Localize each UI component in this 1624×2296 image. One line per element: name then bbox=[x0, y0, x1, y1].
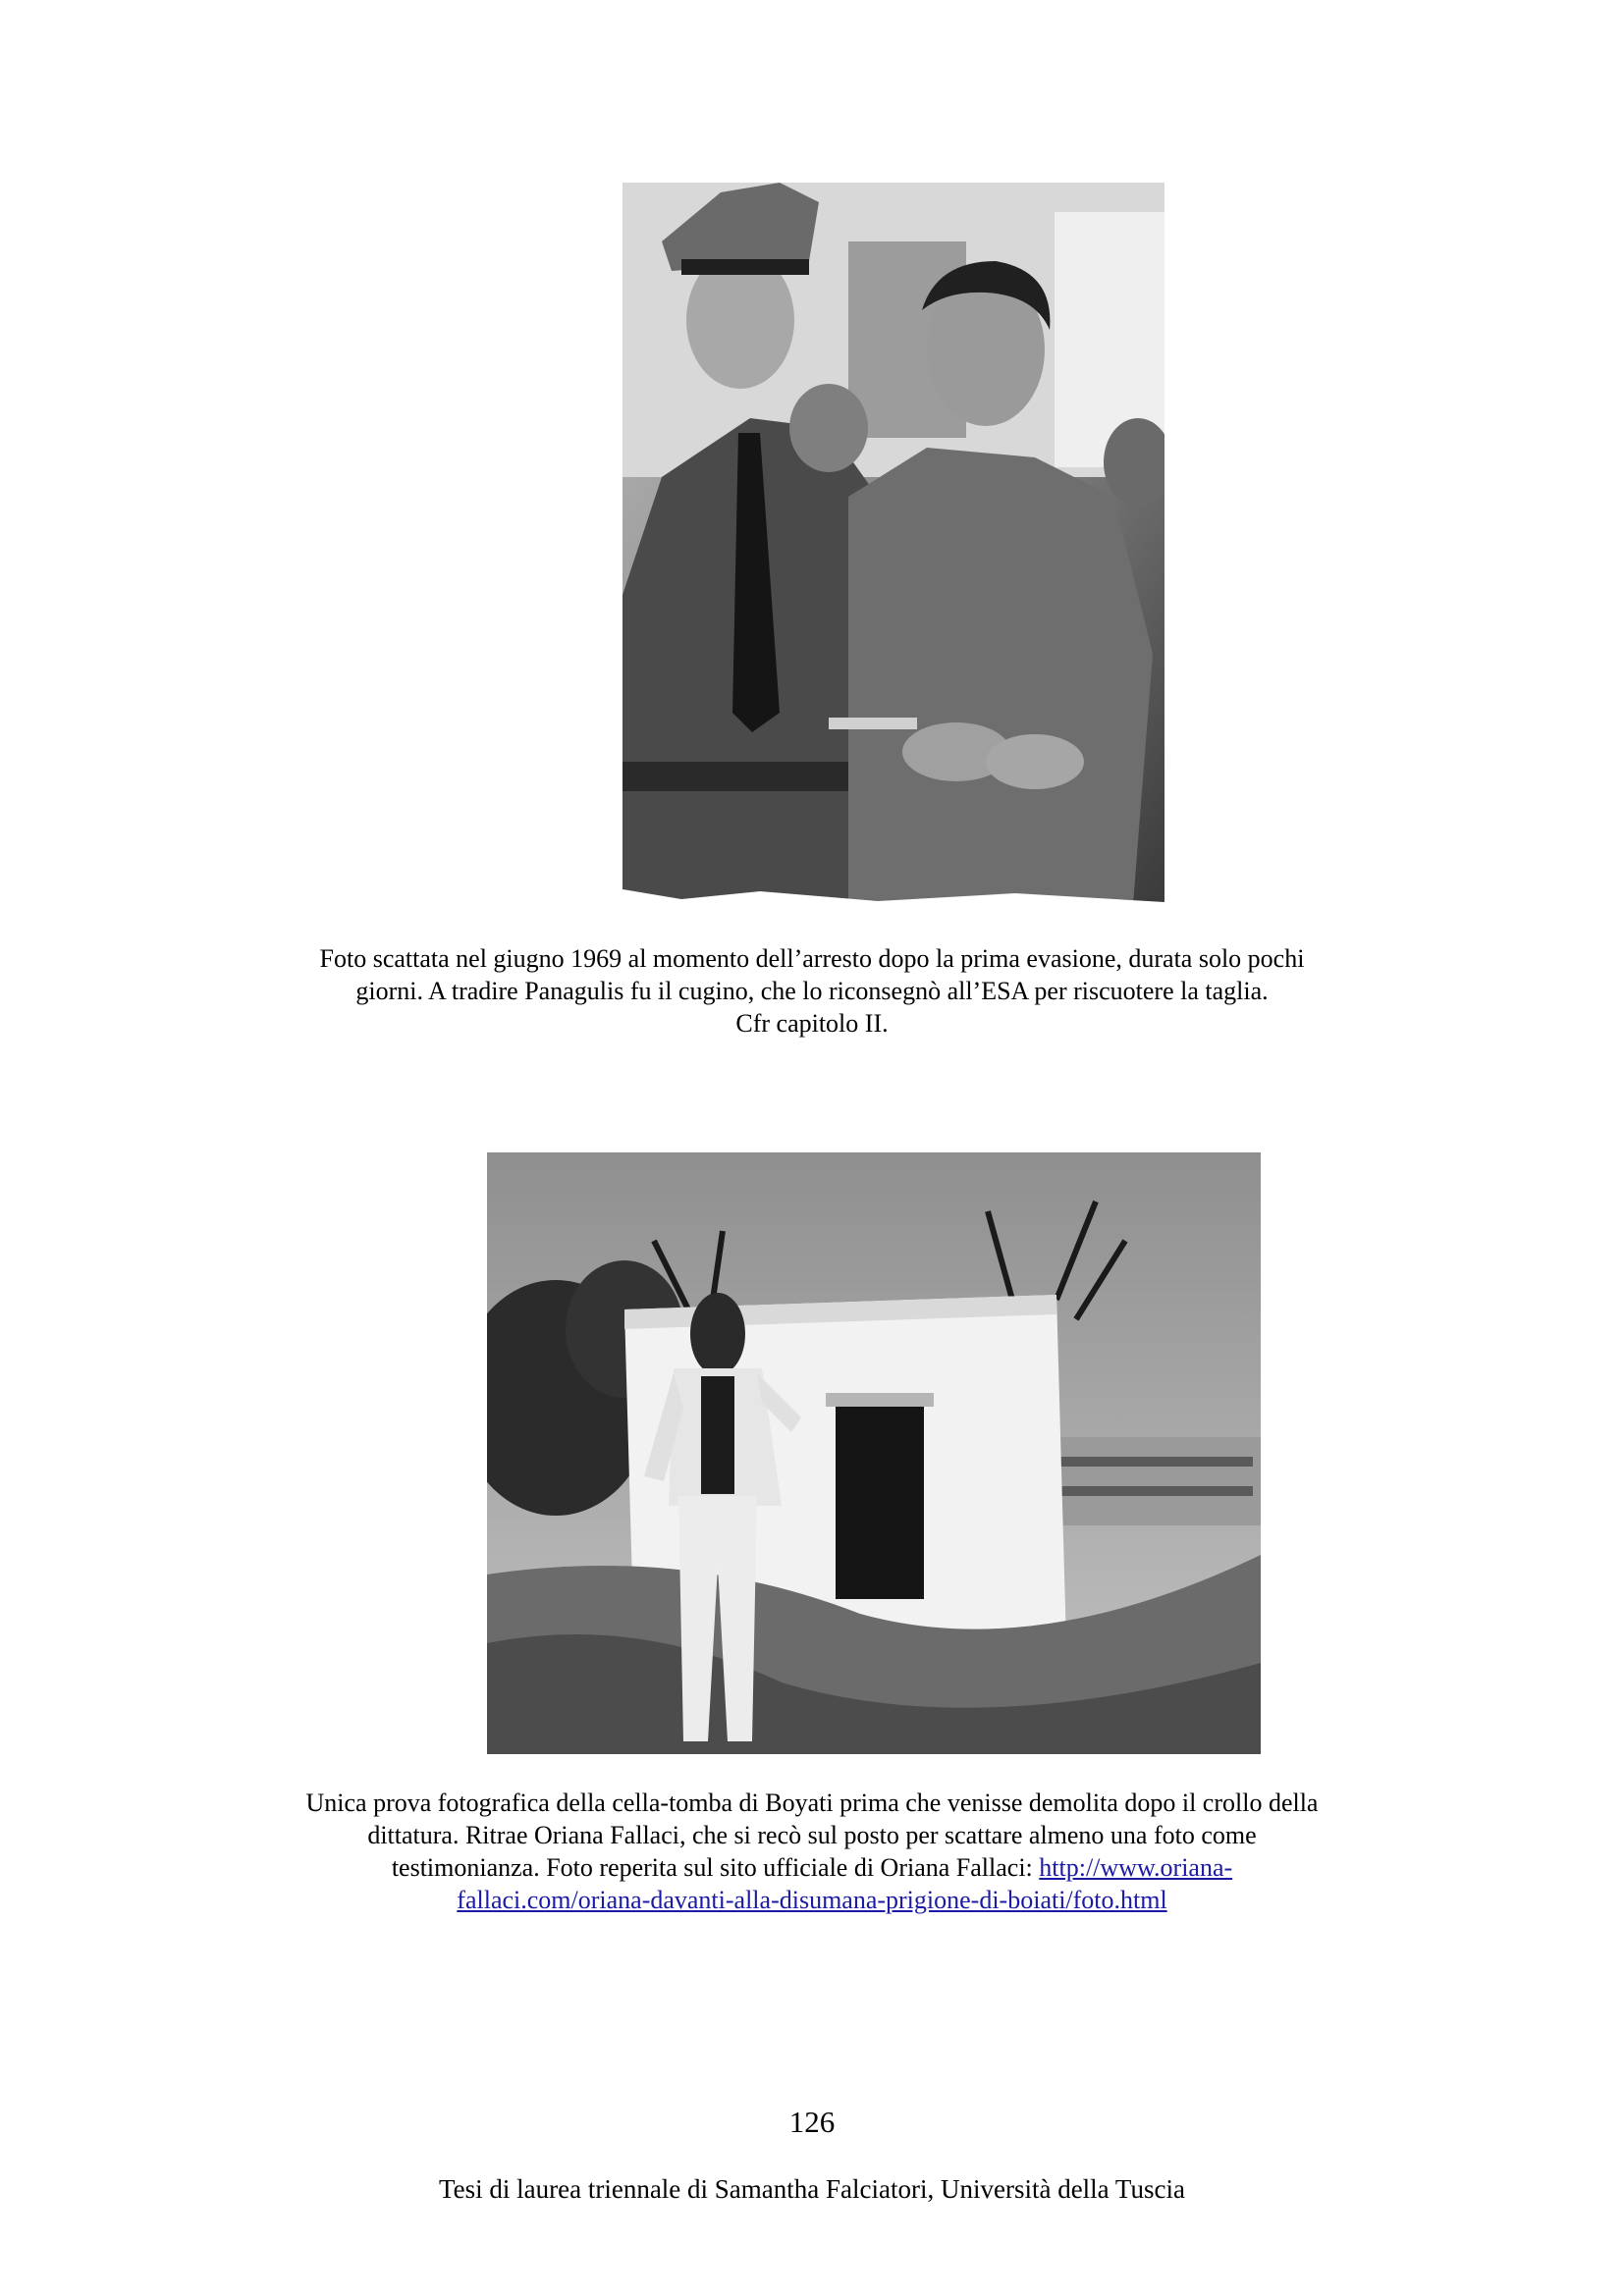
page-number: 126 bbox=[788, 2105, 836, 2139]
photo-caption-1 bbox=[196, 942, 1428, 1040]
caption-1-line-3: Cfr capitolo II. bbox=[735, 1009, 889, 1038]
source-link-part-2[interactable]: fallaci.com/oriana-davanti-alla-disumana-prigione-di-boiati/foto.html bbox=[457, 1886, 1167, 1914]
caption-2-line-2: dittatura. Ritrae Oriana Fallaci, che si recò sul posto per scattare almeno una foto come bbox=[367, 1821, 1257, 1849]
source-link-part-1[interactable]: http://www.oriana- bbox=[1039, 1853, 1233, 1882]
caption-2-line-3-text: testimonianza. Foto reperita sul sito ufficiale di Oriana Fallaci: bbox=[391, 1853, 1040, 1882]
arrest-photo bbox=[623, 183, 1164, 904]
caption-1-line-2: giorni. A tradire Panagulis fu il cugino, che lo riconsegnò all’ESA per riscuotere la taglia. bbox=[355, 977, 1269, 1005]
caption-2-line-3 bbox=[196, 1851, 1428, 1884]
caption-2-line-4 bbox=[196, 1884, 1428, 1916]
photo-caption-2 bbox=[196, 1787, 1428, 1916]
caption-2-line-1: Unica prova fotografica della cella-tomba di Boyati prima che venisse demolita dopo il crollo della bbox=[305, 1789, 1319, 1817]
caption-1-line-1: Foto scattata nel giugno 1969 al momento dell’arresto dopo la prima evasione, durata solo pochi bbox=[319, 944, 1305, 973]
boyati-cell-photo bbox=[487, 1152, 1261, 1754]
page-footer: Tesi di laurea triennale di Samantha Falciatori, Università della Tuscia bbox=[439, 2174, 1185, 2204]
